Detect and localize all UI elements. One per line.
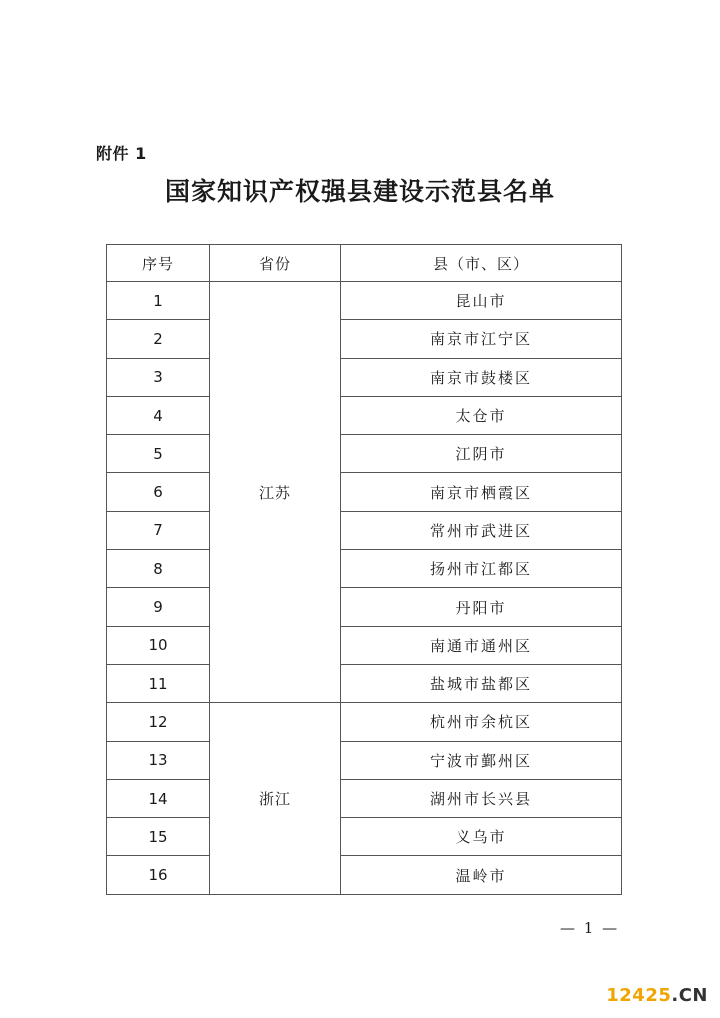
watermark-main: 12425: [606, 985, 672, 1006]
table-row: [107, 473, 622, 511]
site-watermark: [606, 985, 708, 1006]
serial-number: 7: [107, 511, 210, 549]
county-name: 昆山市: [341, 282, 622, 320]
table-row: [107, 626, 622, 664]
table-row: [107, 550, 622, 588]
serial-number: 13: [107, 741, 210, 779]
page-number: — 1 —: [560, 919, 620, 937]
serial-number: 15: [107, 818, 210, 856]
table-row: [107, 435, 622, 473]
serial-number: 2: [107, 320, 210, 358]
province-cell: 浙江: [210, 703, 341, 894]
county-name: 南通市通州区: [341, 626, 622, 664]
header-province: 省份: [210, 245, 341, 282]
table-row: [107, 320, 622, 358]
serial-number: 3: [107, 358, 210, 396]
county-name: 南京市江宁区: [341, 320, 622, 358]
county-name: 丹阳市: [341, 588, 622, 626]
table-row: [107, 588, 622, 626]
watermark-suffix: .CN: [671, 985, 708, 1006]
county-name: 湖州市长兴县: [341, 779, 622, 817]
county-name: 盐城市盐都区: [341, 664, 622, 702]
table-row: [107, 703, 622, 741]
serial-number: 10: [107, 626, 210, 664]
table-row: [107, 511, 622, 549]
table-header-row: [107, 245, 622, 282]
county-list-table: [106, 244, 622, 895]
county-name: 南京市栖霞区: [341, 473, 622, 511]
table-row: [107, 779, 622, 817]
county-name: 南京市鼓楼区: [341, 358, 622, 396]
county-name: 宁波市鄞州区: [341, 741, 622, 779]
serial-number: 4: [107, 396, 210, 434]
header-county: 县（市、区）: [341, 245, 622, 282]
county-name: 杭州市余杭区: [341, 703, 622, 741]
serial-number: 1: [107, 282, 210, 320]
county-name: 太仓市: [341, 396, 622, 434]
county-name: 温岭市: [341, 856, 622, 894]
serial-number: 12: [107, 703, 210, 741]
table-row: [107, 396, 622, 434]
table-row: [107, 358, 622, 396]
header-serial-number: 序号: [107, 245, 210, 282]
attachment-label: 附件 1: [96, 144, 147, 163]
serial-number: 16: [107, 856, 210, 894]
serial-number: 9: [107, 588, 210, 626]
county-name: 常州市武进区: [341, 511, 622, 549]
serial-number: 6: [107, 473, 210, 511]
serial-number: 5: [107, 435, 210, 473]
serial-number: 8: [107, 550, 210, 588]
table-row: [107, 282, 622, 320]
table-row: [107, 856, 622, 894]
province-cell: 江苏: [210, 282, 341, 703]
county-name: 扬州市江都区: [341, 550, 622, 588]
table-row: [107, 741, 622, 779]
table-row: [107, 818, 622, 856]
serial-number: 14: [107, 779, 210, 817]
serial-number: 11: [107, 664, 210, 702]
county-name: 江阴市: [341, 435, 622, 473]
document-title: 国家知识产权强县建设示范县名单: [164, 177, 555, 206]
county-name: 义乌市: [341, 818, 622, 856]
table-row: [107, 664, 622, 702]
